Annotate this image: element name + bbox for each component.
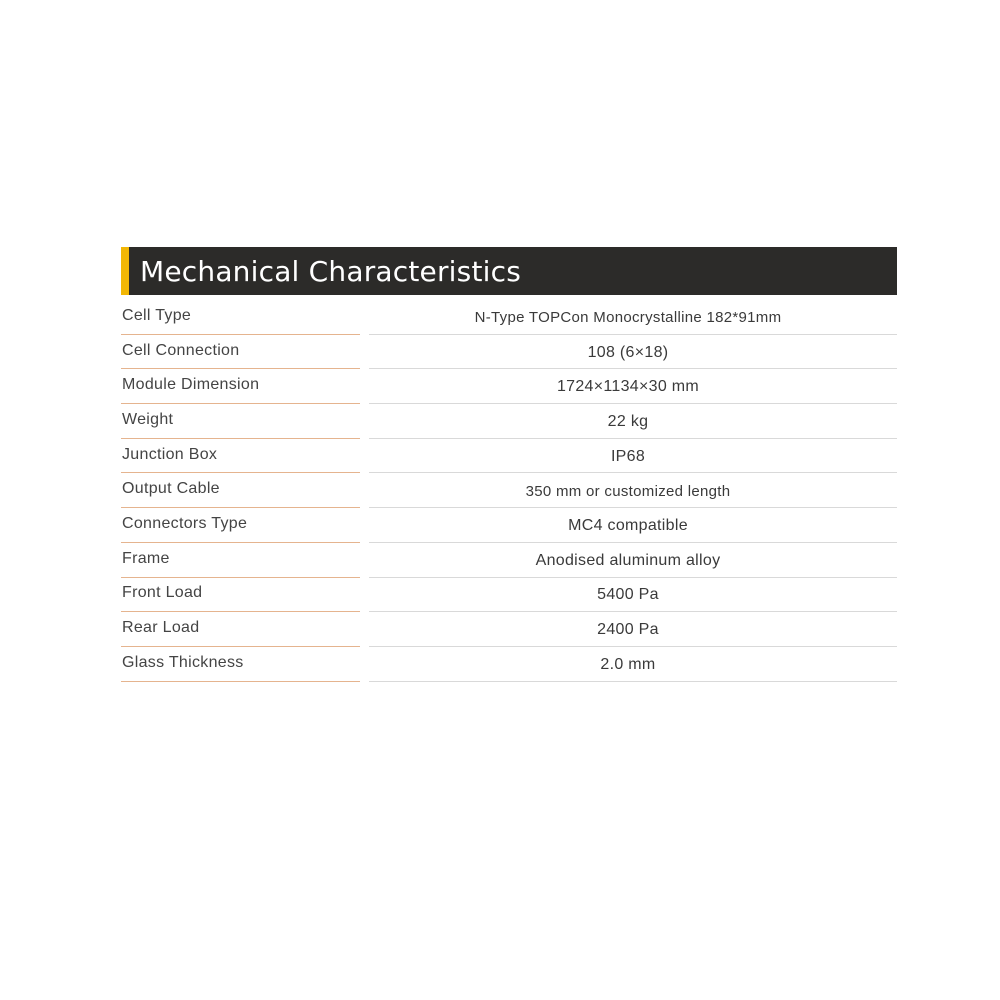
spec-value: 2.0 mm bbox=[369, 647, 897, 682]
spec-row-front-load bbox=[121, 578, 897, 613]
mechanical-characteristics-card bbox=[121, 247, 897, 682]
spec-row-cell-type bbox=[121, 300, 897, 335]
spec-label: Output Cable bbox=[121, 473, 360, 508]
spec-table bbox=[121, 300, 897, 682]
spec-value: IP68 bbox=[369, 439, 897, 474]
spec-value: 350 mm or customized length bbox=[369, 473, 897, 508]
spec-row-connectors-type bbox=[121, 508, 897, 543]
spec-row-frame bbox=[121, 543, 897, 578]
spec-value: 108 (6×18) bbox=[369, 335, 897, 370]
spec-value: 2400 Pa bbox=[369, 612, 897, 647]
spec-row-output-cable bbox=[121, 473, 897, 508]
spec-label: Module Dimension bbox=[121, 369, 360, 404]
spec-value: N-Type TOPCon Monocrystalline 182*91mm bbox=[369, 300, 897, 335]
spec-label: Rear Load bbox=[121, 612, 360, 647]
spec-row-module-dimension bbox=[121, 369, 897, 404]
spec-label: Frame bbox=[121, 543, 360, 578]
spec-value: MC4 compatible bbox=[369, 508, 897, 543]
header-accent-bar bbox=[121, 247, 129, 295]
spec-label: Weight bbox=[121, 404, 360, 439]
spec-label: Cell Type bbox=[121, 300, 360, 335]
spec-label: Glass Thickness bbox=[121, 647, 360, 682]
spec-label: Cell Connection bbox=[121, 335, 360, 370]
spec-value: 5400 Pa bbox=[369, 578, 897, 613]
section-header bbox=[121, 247, 897, 295]
section-title: Mechanical Characteristics bbox=[140, 254, 521, 288]
spec-value: 1724×1134×30 mm bbox=[369, 369, 897, 404]
spec-row-rear-load bbox=[121, 612, 897, 647]
spec-row-weight bbox=[121, 404, 897, 439]
spec-label: Connectors Type bbox=[121, 508, 360, 543]
spec-row-glass-thickness bbox=[121, 647, 897, 682]
spec-row-junction-box bbox=[121, 439, 897, 474]
spec-value: Anodised aluminum alloy bbox=[369, 543, 897, 578]
spec-label: Junction Box bbox=[121, 439, 360, 474]
spec-row-cell-connection bbox=[121, 335, 897, 370]
spec-value: 22 kg bbox=[369, 404, 897, 439]
spec-label: Front Load bbox=[121, 578, 360, 613]
